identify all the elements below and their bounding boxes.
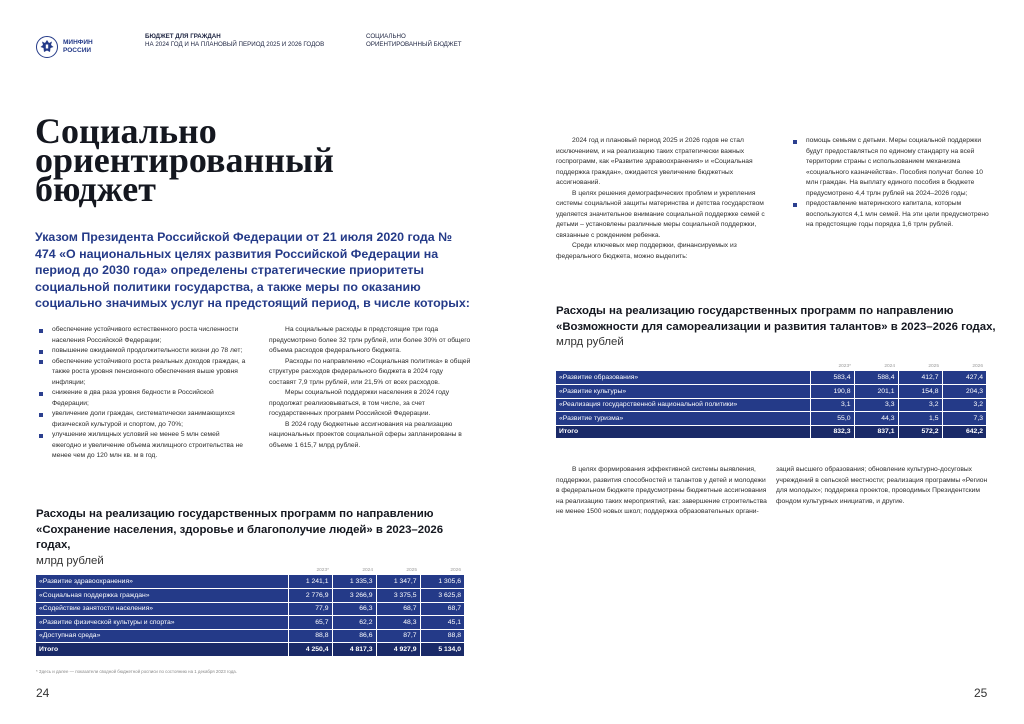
title-line-2: ориентированный xyxy=(35,140,334,180)
cell-value: 7,3 xyxy=(942,412,986,426)
table-row xyxy=(36,575,464,589)
cell-value: 77,9 xyxy=(288,602,332,616)
cell-value: 68,7 xyxy=(420,602,464,616)
cell-value: 3,1 xyxy=(810,398,854,412)
table-header-row xyxy=(556,361,986,371)
cell-value: 190,8 xyxy=(810,385,854,399)
table-row xyxy=(36,616,464,630)
total-label: Итого xyxy=(556,425,810,439)
cell-value: 588,4 xyxy=(854,371,898,385)
total-value: 4 817,3 xyxy=(332,643,376,657)
list-item: обеспечение устойчивого роста реальных доходов граждан, а также роста уровня пенсионного обеспечения выше уровня инфляции; xyxy=(36,357,246,389)
list-item: снижение в два раза уровня бедности в Российской Федерации; xyxy=(36,388,246,409)
cell-value: 3 266,9 xyxy=(332,589,376,603)
table-row xyxy=(556,385,986,399)
social-spending-text xyxy=(269,325,472,451)
total-value: 572,2 xyxy=(898,425,942,439)
total-value: 4 250,4 xyxy=(288,643,332,657)
cell-value: 86,6 xyxy=(332,629,376,643)
header-section-line-1: СОЦИАЛЬНО xyxy=(366,33,406,40)
paragraph: Среди ключевых мер поддержки, финансируемых из федерального бюджета, можно выделить: xyxy=(556,242,737,260)
list-item: обеспечение устойчивого естественного роста численности населения Российской Федерации; xyxy=(36,325,246,346)
list-item: улучшение жилищных условий не менее 5 млн семей ежегодно и увеличение объема жилищного строительства не менее чем до 120 млн кв. м в год. xyxy=(36,430,246,462)
lead-paragraph: Указом Президента Российской Федерации от 21 июля 2020 года № 474 «О национальных целях развития Российской Федерации на период до 2030 года» определены стратегические приоритеты социальной политики государства, а также меры по оказанию социально значимых услуг на предстоящий период, в числе которых: xyxy=(35,230,470,311)
table1-title xyxy=(36,507,476,569)
year-header: 2026 xyxy=(972,363,983,369)
cell-value: 1 335,3 xyxy=(332,575,376,589)
cell-value: 88,8 xyxy=(288,629,332,643)
cell-value: 1 305,6 xyxy=(420,575,464,589)
title-line-1: Социально xyxy=(35,111,217,151)
total-label: Итого xyxy=(36,643,288,657)
list-item: увеличение доли граждан, систематически занимающихся физической культурой и спортом, до 70%; xyxy=(36,409,246,430)
cell-value: 204,3 xyxy=(942,385,986,399)
total-value: 837,1 xyxy=(854,425,898,439)
talents-text-left xyxy=(556,465,770,518)
table-header-row xyxy=(36,565,464,575)
cell-value: 48,3 xyxy=(376,616,420,630)
cell-value: 412,7 xyxy=(898,371,942,385)
row-label: «Развитие культуры» xyxy=(556,385,810,399)
total-value: 642,2 xyxy=(942,425,986,439)
cell-value: 1,5 xyxy=(898,412,942,426)
cell-value: 68,7 xyxy=(376,602,420,616)
paragraph: заций высшего образования; обновление культурно-досуговых учреждений в сельской местности; реализация программы «Регион для молодых»; поддержка проектов, проводимых Президентским фондом культурных инициатив, и другие. xyxy=(776,466,988,505)
header-section-line-2: ОРИЕНТИРОВАННЫЙ БЮДЖЕТ xyxy=(366,41,462,48)
cell-value: 3 375,5 xyxy=(376,589,420,603)
year-header: 2023* xyxy=(316,567,329,573)
family-support-text xyxy=(556,136,770,262)
paragraph: Меры социальной поддержки населения в 2024 году продолжат реализовываться, в том числе, за счет государственных программ Российской Федерации. xyxy=(269,389,450,417)
paragraph: 2024 год и плановый период 2025 и 2026 годов не стал исключением, и на реализацию таких стратегически важных госпрограмм, как «Развитие здравоохранения» и «Социальная поддержка граждан», ожидается увеличение бюджетных ассигнований. xyxy=(556,137,753,186)
header-section xyxy=(366,33,506,61)
cell-value: 3,2 xyxy=(942,398,986,412)
table-header-empty xyxy=(36,565,288,575)
table1-unit: млрд рублей xyxy=(36,554,104,567)
row-label: «Доступная среда» xyxy=(36,629,288,643)
table1-title-text: Расходы на реализацию государственных программ по направлению «Сохранение населения, здоровье и благополучие людей» в 2023–2026 годах, xyxy=(36,508,444,551)
cell-value: 3,3 xyxy=(854,398,898,412)
table-row xyxy=(36,602,464,616)
year-header: 2026 xyxy=(450,567,461,573)
year-header: 2024 xyxy=(362,567,373,573)
header-doc-subtitle: НА 2024 ГОД И НА ПЛАНОВЫЙ ПЕРИОД 2025 И 2026 ГОДОВ xyxy=(145,41,325,48)
list-item: помощь семьям с детьми. Меры социальной поддержки будут предоставляться по единому стандарту на всей территории страны с использованием механизма «социального казначейства». Пособия получат более 10 млн граждан. На выплату единого пособия в бюджете предусмотрено 4,4 трлн рублей на 2024–2026 годы; xyxy=(790,136,990,199)
cell-value: 62,2 xyxy=(332,616,376,630)
list-item: повышение ожидаемой продолжительности жизни до 78 лет; xyxy=(36,346,246,357)
header-doc-title: БЮДЖЕТ ДЛЯ ГРАЖДАН xyxy=(145,33,221,40)
table-row xyxy=(556,371,986,385)
paragraph: В целях решения демографических проблем и укрепления системы социальной защиты материнства и детства государством уделяется значительное внимание социальной поддержке семей с детьми – установлены различные меры социальной поддержки, связанные с рождением ребенка. xyxy=(556,189,765,239)
year-header: 2024 xyxy=(884,363,895,369)
table-header-empty xyxy=(556,361,810,371)
cell-value: 154,8 xyxy=(898,385,942,399)
cell-value: 3 625,8 xyxy=(420,589,464,603)
cell-value: 1 347,7 xyxy=(376,575,420,589)
year-header: 2025 xyxy=(928,363,939,369)
table-total-row xyxy=(36,643,464,657)
cell-value: 583,4 xyxy=(810,371,854,385)
row-label: «Содействие занятости населения» xyxy=(36,602,288,616)
table-row xyxy=(556,398,986,412)
page-number-left: 24 xyxy=(36,686,50,700)
footnote: * Здесь и далее — показатели сводной бюджетной росписи по состоянию на 1 декабря 2023 года. xyxy=(36,669,237,674)
table-row xyxy=(36,629,464,643)
table2-title xyxy=(556,304,996,351)
coat-of-arms-icon xyxy=(35,35,59,59)
paragraph: Расходы по направлению «Социальная политика» в общей структуре расходов федерального бюджета в 2024 году составят 7,9 трлн рублей, или 21,5% от всех расходов. xyxy=(269,357,471,386)
talents-table xyxy=(556,361,986,439)
logo-line-2: РОССИИ xyxy=(63,47,92,54)
cell-value: 45,1 xyxy=(420,616,464,630)
table-total-row xyxy=(556,425,986,439)
national-goals-list xyxy=(36,325,246,462)
page-number-right: 25 xyxy=(974,686,988,700)
total-value: 5 134,0 xyxy=(420,643,464,657)
year-header: 2025 xyxy=(406,567,417,573)
row-label: «Социальная поддержка граждан» xyxy=(36,589,288,603)
table2-unit: млрд рублей xyxy=(556,336,624,348)
list-item: предоставление материнского капитала, которым воспользуются 4,1 млн семей. На эти цели предусмотрено на предстоящие годы порядка 1,6 трлн рублей. xyxy=(790,199,990,231)
row-label: «Развитие образования» xyxy=(556,371,810,385)
minfin-logo xyxy=(35,33,115,61)
paragraph: В целях формирования эффективной системы выявления, поддержки, развития способностей и талантов у детей и молодежи в федеральном бюджете предусмотрены бюджетные ассигнования на реализацию таких мероприятий, как: завершение строительства не менее 1500 новых школ; поддержка образовательных органи- xyxy=(556,466,767,515)
paragraph: В 2024 году бюджетные ассигнования на реализацию национальных проектов социальной сферы запланированы в объеме 1 615,7 млрд рублей. xyxy=(269,420,462,449)
cell-value: 44,3 xyxy=(854,412,898,426)
support-measures-list xyxy=(790,136,990,231)
table2-title-text: Расходы на реализацию государственных программ по направлению «Возможности для самореализации и развития талантов» в 2023–2026 годах, xyxy=(556,305,996,333)
logo-line-1: МИНФИН xyxy=(63,39,93,46)
cell-value: 2 776,9 xyxy=(288,589,332,603)
cell-value: 1 241,1 xyxy=(288,575,332,589)
page-title xyxy=(35,111,435,209)
title-line-3: бюджет xyxy=(35,169,156,209)
cell-value: 55,0 xyxy=(810,412,854,426)
row-label: «Развитие физической культуры и спорта» xyxy=(36,616,288,630)
paragraph: На социальные расходы в предстоящие три года предусмотрено более 32 трлн рублей, или более 30% от общего объема расходов федерального бюджета. xyxy=(269,326,471,354)
table-row xyxy=(556,412,986,426)
total-value: 4 927,9 xyxy=(376,643,420,657)
cell-value: 88,8 xyxy=(420,629,464,643)
cell-value: 87,7 xyxy=(376,629,420,643)
total-value: 832,3 xyxy=(810,425,854,439)
year-header: 2023* xyxy=(838,363,851,369)
cell-value: 65,7 xyxy=(288,616,332,630)
cell-value: 3,2 xyxy=(898,398,942,412)
table-row xyxy=(36,589,464,603)
population-health-table xyxy=(36,565,464,657)
cell-value: 66,3 xyxy=(332,602,376,616)
row-label: «Реализация государственной национальной политики» xyxy=(556,398,810,412)
row-label: «Развитие здравоохранения» xyxy=(36,575,288,589)
cell-value: 427,4 xyxy=(942,371,986,385)
cell-value: 201,1 xyxy=(854,385,898,399)
talents-text-right xyxy=(776,465,990,507)
header-document xyxy=(145,33,355,61)
row-label: «Развитие туризма» xyxy=(556,412,810,426)
